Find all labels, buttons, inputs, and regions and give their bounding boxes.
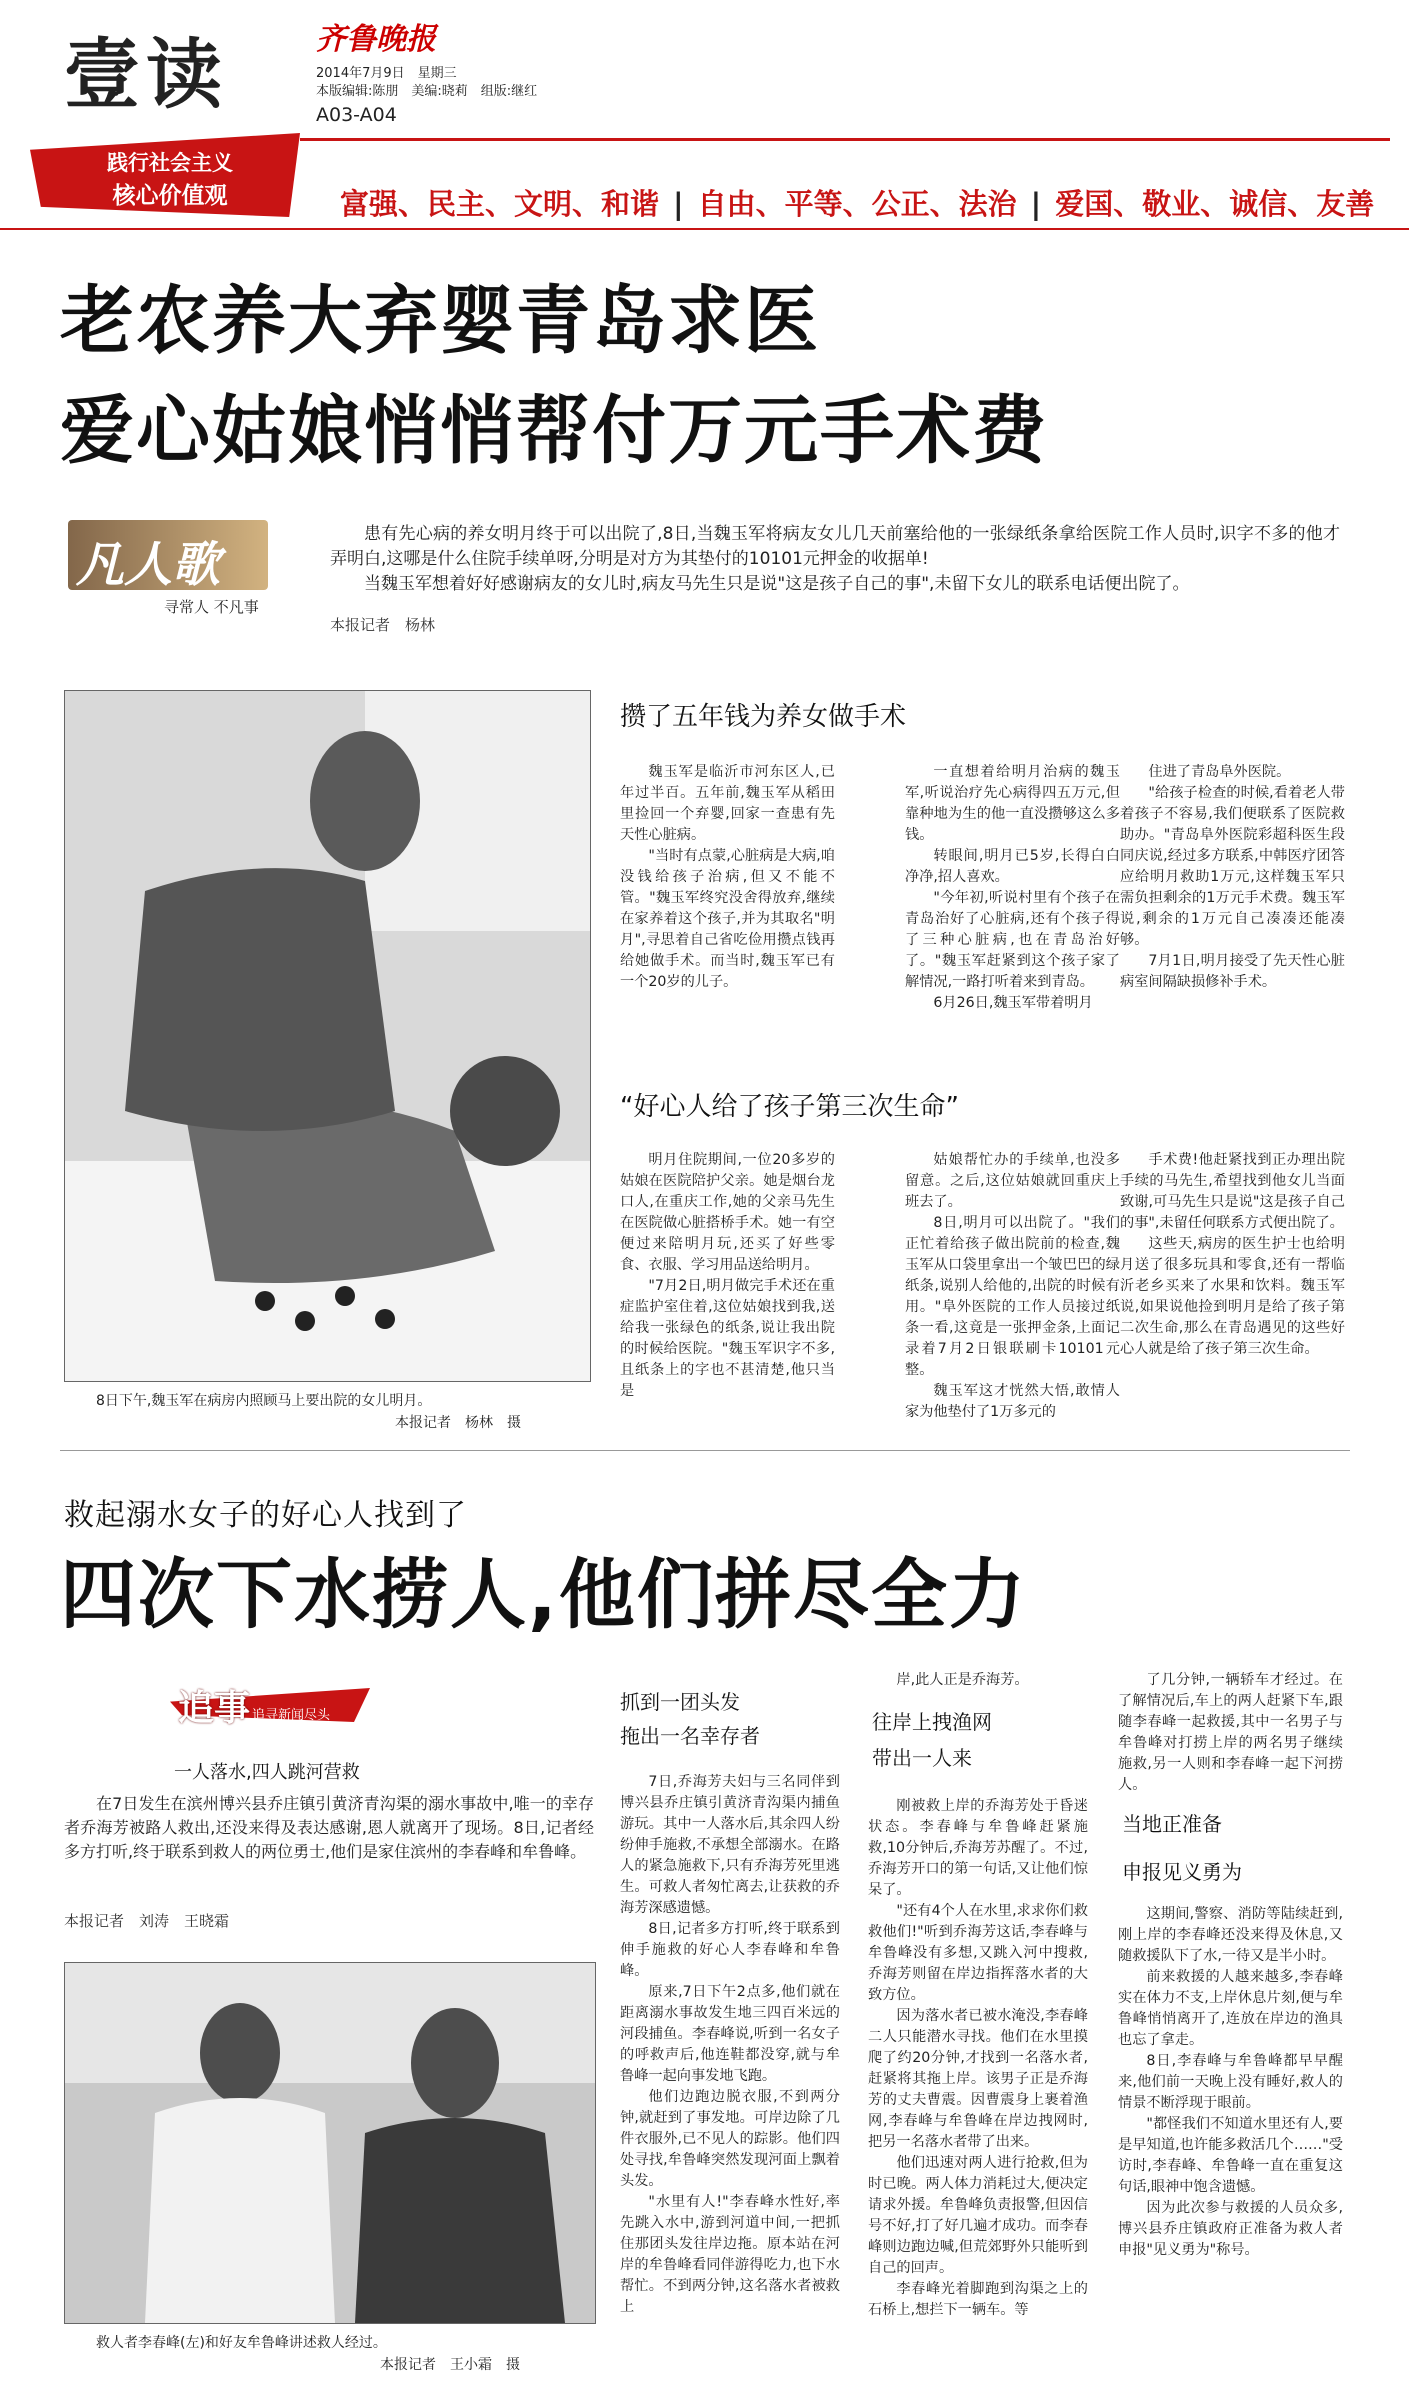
paragraph: 8日,李春峰与牟鲁峰都早早醒来,他们前一天晚上没有睡好,救人的情景不断浮现于眼前。 — [1118, 2053, 1343, 2111]
paragraph: 了几分钟,一辆轿车才经过。在了解情况后,车上的两人赶紧下车,跟随李春峰一起救援,其中一名男子与牟鲁峰对打捞上岸的两名男子继续施救,另一人则和李春峰一起下河捞人。 — [1118, 1672, 1343, 1793]
story2-subhead-c1: 当地正准备 — [1122, 1812, 1222, 1836]
story2-lead — [64, 1792, 594, 1864]
slogan-separator: | — [673, 187, 684, 221]
story2-col-b-top — [868, 1670, 1088, 1691]
paragraph: 魏玉军是临沂市河东区人,已年过半百。五年前,魏玉军从稻田里捡回一个弃婴,回家一查患有先天性心脏病。 — [620, 764, 835, 843]
header-bottom-rule — [0, 228, 1409, 230]
paragraph: "水里有人!"李春峰水性好,率先跳入水中,游到河道中间,一把抓住那团头发往岸边拖。原本站在河岸的牟鲁峰看同伴游得吃力,也下水帮忙。不到两分钟,这名落水者被救上 — [620, 2194, 840, 2315]
paragraph: 因为此次参与救援的人员众多,博兴县乔庄镇政府正准备为救人者申报"见义勇为"称号。 — [1118, 2200, 1343, 2258]
slogan-separator: | — [1030, 187, 1042, 221]
paragraph: 一直想着给明月治病的魏玉军,听说治疗先心病得四五万元,但靠种地为生的他一直没攒够这么多钱。 — [905, 764, 1120, 843]
story2-col-c-top — [1118, 1670, 1343, 1796]
values-ribbon — [30, 115, 310, 235]
paragraph: 转眼间,明月已5岁,长得白白净净,招人喜欢。 — [905, 848, 1120, 885]
paragraph: "给孩子检查的时候,看着老人带着孩子不容易,我们便联系了医院救助办。"青岛阜外医院彩超科医生段同庆说,经过多方联系,中韩医疗团答应给明月救助1万元,这样魏玉军只需负担剩余的1万元手术费。魏玉军说,剩余的1万元自己凑凑还能凑够。 — [1120, 785, 1345, 948]
paragraph: 明月住院期间,一位20多岁的姑娘在医院陪护父亲。她是烟台龙口人,在重庆工作,她的父亲马先生在医院做心脏搭桥手术。她一有空便过来陪明月玩,还买了好些零食、衣服、学习用品送给明月。 — [620, 1152, 835, 1273]
story1-sec2-col1 — [620, 1150, 835, 1402]
column-logo-fanrenge — [64, 520, 294, 630]
story1-sec1-col3 — [1120, 762, 1345, 993]
paragraph: 他们边跑边脱衣服,不到两分钟,就赶到了事发地。可岸边除了几件衣服外,已不见人的踪影。他们四处寻找,牟鲁峰突然发现河面上飘着头发。 — [620, 2089, 840, 2189]
column-tagline: 追寻新闻尽头 — [252, 1708, 331, 1723]
column-pinyin: Zhuishi — [252, 1684, 285, 1694]
ribbon-line-1: 践行社会主义 — [107, 151, 233, 175]
column-logo-text: 追事 — [178, 1688, 251, 1729]
paragraph: 李春峰光着脚跑到沟渠之上的石桥上,想拦下一辆车。等 — [868, 2281, 1088, 2318]
story2-col-a — [620, 1772, 840, 2318]
slogan-personal: 爱国、敬业、诚信、友善 — [1055, 187, 1375, 221]
story1-sec1-col1 — [620, 762, 835, 993]
paragraph: 手术费!他赶紧找到正办理出院手续的马先生,希望找到他女儿当面致谢,可马先生只是说"这是孩子自己的事",未留任何联系方式便出院了。 — [1120, 1152, 1345, 1231]
photo2-caption: 救人者李春峰(左)和好友牟鲁峰讲述救人经过。 — [96, 2335, 387, 2351]
story1-lead — [330, 522, 1340, 597]
paragraph: 刚被救上岸的乔海芳处于昏迷状态。李春峰与牟鲁峰赶紧施救,10分钟后,乔海芳苏醒了。不过,乔海芳开口的第一句话,又让他们惊呆了。 — [868, 1798, 1088, 1898]
issue-date: 2014年7月9日 星期三 — [316, 66, 457, 81]
paragraph: 7月1日,明月接受了先天性心脏病室间隔缺损修补手术。 — [1120, 953, 1345, 990]
lead-paragraph: 当魏玉军想着好好感谢病友的女儿时,病友马先生只是说"这是孩子自己的事",未留下女儿的联系电话便出院了。 — [364, 574, 1190, 594]
ribbon-line-2: 核心价值观 — [112, 183, 228, 209]
paragraph: 这期间,警察、消防等陆续赶到,刚上岸的李春峰还没来得及休息,又随救援队下了水,一待又是半小时。 — [1118, 1906, 1343, 1964]
story1-sec2-col2 — [905, 1150, 1120, 1423]
photo2-credit: 本报记者 王小霜 摄 — [380, 2357, 520, 2373]
paragraph: 住进了青岛阜外医院。 — [1148, 764, 1291, 780]
story1-subhead-2: “好心人给了孩子第三次生命” — [620, 1092, 959, 1122]
newspaper-logo: 齐鲁晚报 — [316, 22, 436, 57]
photo-illustration — [65, 691, 590, 1381]
paragraph: 6月26日,魏玉军带着明月 — [933, 995, 1093, 1011]
story2-subhead-b1: 往岸上拽渔网 — [872, 1710, 992, 1734]
story2-kicker: 救起溺水女子的好心人找到了 — [64, 1498, 467, 1533]
story1-byline: 本报记者 杨林 — [330, 616, 436, 634]
story2-col-b — [868, 1796, 1088, 2321]
paragraph: 魏玉军这才恍然大悟,敢情人家为他垫付了1万多元的 — [905, 1383, 1120, 1420]
paragraph: 8日,记者多方打听,终于联系到伸手施救的好心人李春峰和牟鲁峰。 — [620, 1921, 840, 1979]
paragraph: 他们迅速对两人进行抢救,但为时已晚。两人体力消耗过大,便决定请求外援。牟鲁峰负责报警,但因信号不好,打了好几遍才成功。而李春峰则边跑边喊,但荒郊野外只能听到自己的回声。 — [868, 2155, 1088, 2276]
story2-subhead-b2: 带出一人来 — [872, 1746, 972, 1770]
column-logo-zhuishi — [170, 1680, 420, 1740]
slogan-social: 自由、平等、公正、法治 — [697, 187, 1017, 221]
paragraph: "当时有点蒙,心脏病是大病,咱没钱给孩子治病,但又不能不管。"魏玉军终究没舍得放弃,继续在家养着这个孩子,并为其取名"明月",寻思着自己省吃俭用攒点钱再给她做手术。而当时,魏玉军已有一个20岁的儿子。 — [620, 848, 835, 990]
slogan-national: 富强、民主、文明、和谐 — [340, 187, 660, 221]
lead-paragraph: 患有先心病的养女明月终于可以出院了,8日,当魏玉军将病友女儿几天前塞给他的一张绿纸条拿给医院工作人员时,识字不多的他才弄明白,这哪是什么住院手续单呀,分明是对方为其垫付的10101元押金的收据单! — [330, 524, 1340, 569]
lead-paragraph: 在7日发生在滨州博兴县乔庄镇引黄济青沟渠的溺水事故中,唯一的幸存者乔海芳被路人救出,还没来得及表达感谢,恩人就离开了现场。8日,记者经多方打听,终于联系到救人的两位勇士,他们是家住滨州的李春峰和牟鲁峰。 — [64, 1794, 594, 1861]
story2-subhead-a2: 拖出一名幸存者 — [620, 1724, 760, 1748]
story2-subhead-a1: 抓到一团头发 — [620, 1690, 740, 1714]
story1-headline-line1: 老农养大弃婴青岛求医 — [60, 278, 820, 364]
column-logo-text: 凡人歌 — [76, 537, 221, 593]
photo1-credit: 本报记者 杨林 摄 — [395, 1415, 521, 1431]
photo-illustration — [65, 1963, 595, 2323]
page-numbers: A03-A04 — [316, 104, 397, 126]
story-divider — [60, 1450, 1350, 1451]
story1-headline-line2: 爱心姑娘悄悄帮付万元手术费 — [60, 388, 1048, 474]
paragraph: 姑娘帮忙办的手续单,也没多留意。之后,这位姑娘就回重庆上班去了。 — [905, 1152, 1120, 1210]
paragraph: "都怪我们不知道水里还有人,要是早知道,也许能多救活几个……"受访时,李春峰、牟鲁峰一直在重复这句话,眼神中饱含遗憾。 — [1118, 2116, 1343, 2195]
photo-rescuers — [64, 1962, 596, 2324]
story2-subhead-c2: 申报见义勇为 — [1122, 1860, 1242, 1884]
story2-headline: 四次下水捞人,他们拼尽全力 — [60, 1550, 1027, 1639]
paragraph: "7月2日,明月做完手术还在重症监护室住着,这位姑娘找到我,送给我一张绿色的纸条,说让我出院的时候给医院。"魏玉军识字不多,且纸条上的字也不甚清楚,他只当是 — [620, 1278, 835, 1399]
masthead-rule — [300, 138, 1390, 141]
story1-sec2-col3 — [1120, 1150, 1345, 1360]
paragraph: 8日,明月可以出院了。"我们正忙着给孩子做出院前的检查,魏玉军从口袋里拿出一个皱巴巴的绿纸条,说别人给他的,出院的时候有用。"阜外医院的工作人员接过纸条一看,这竟是一张押金条,上面记录着7月2日银联刷卡10101元整。 — [905, 1215, 1120, 1378]
photo-father-daughter — [64, 690, 591, 1382]
photo1-caption: 8日下午,魏玉军在病房内照顾马上要出院的女儿明月。 — [96, 1393, 432, 1409]
section-brand: 壹读 — [64, 30, 228, 119]
story1-sec1-col2 — [905, 762, 1120, 1014]
paragraph: "今年初,听说村里有个孩子在青岛治好了心脏病,还有个孩子得了三种心脏病,也在青岛治好了。"魏玉军赶紧到这个孩子家了解情况,一路打听着来到青岛。 — [905, 890, 1120, 990]
paragraph: 因为落水者已被水淹没,李春峰二人只能潜水寻找。他们在水里摸爬了约20分钟,才找到一名落水者,赶紧将其拖上岸。该男子正是乔海芳的丈夫曹震。因曹震身上裹着渔网,李春峰与牟鲁峰在岸边拽网时,把另一名落水者带了出来。 — [868, 2008, 1088, 2150]
paragraph: 7日,乔海芳夫妇与三名同伴到博兴县乔庄镇引黄济青沟渠内捕鱼游玩。其中一人落水后,其余四人纷纷伸手施救,不承想全部溺水。在路人的紧急施救下,只有乔海芳死里逃生。可救人者匆忙离去,让获救的乔海芳深感遗憾。 — [620, 1774, 840, 1916]
paragraph: 原来,7日下午2点多,他们就在距离溺水事故发生地三四百米远的河段捕鱼。李春峰说,听到一名女子的呼救声后,他连鞋都没穿,就与牟鲁峰一起向事发地飞跑。 — [620, 1984, 840, 2084]
core-values-slogan — [340, 182, 1374, 223]
story2-lead-title: 一人落水,四人跳河营救 — [174, 1762, 360, 1783]
paragraph: "还有4个人在水里,求求你们救救他们!"听到乔海芳这话,李春峰与牟鲁峰没有多想,又跳入河中搜救,乔海芳则留在岸边指挥落水者的大致方位。 — [868, 1903, 1088, 2003]
story2-col-c — [1118, 1904, 1343, 2261]
column-tagline: 寻常人 不凡事 — [164, 598, 259, 616]
story1-subhead-1: 攒了五年钱为养女做手术 — [620, 702, 907, 732]
paragraph: 这些天,病房的医生护士也给明月送了很多玩具和零食,还有一帮临沂老乡买来了水果和饮料。魏玉军说,如果说他捡到明月是给了孩子第二次生命,那么在青岛遇见的这些好心人就是给了孩子第三次生命。 — [1120, 1236, 1345, 1357]
paragraph: 前来救援的人越来越多,李春峰实在体力不支,上岸休息片刻,便与牟鲁峰悄悄离开了,连放在岸边的渔具也忘了拿走。 — [1118, 1969, 1343, 2048]
paragraph: 岸,此人正是乔海芳。 — [896, 1672, 1029, 1688]
editor-credits: 本版编辑:陈朋 美编:晓莉 组版:继红 — [316, 84, 538, 99]
story2-byline: 本报记者 刘涛 王晓霜 — [64, 1912, 230, 1930]
